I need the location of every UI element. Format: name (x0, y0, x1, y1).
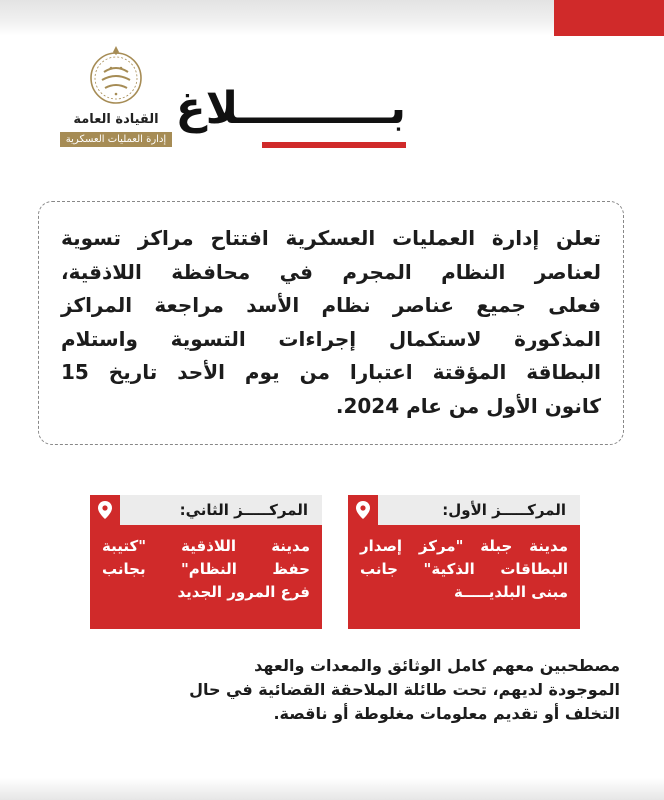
center-card-line: البطاقات الذكية" جانب (360, 560, 568, 578)
center-card-body (90, 525, 322, 604)
center-card-second (90, 495, 322, 629)
center-card-body (348, 525, 580, 604)
center-card-header (90, 495, 322, 525)
headline-text: بــــــــــلاغ (175, 83, 406, 134)
org-name: القيادة العامة (73, 112, 159, 127)
center-card-title: المركـــــز الأول: (442, 501, 566, 519)
org-logo-block (56, 44, 176, 147)
center-card-line: مدينة جبلة "مركز إصدار (360, 537, 568, 555)
closing-paragraph (160, 654, 620, 726)
notice-line: لعناصر النظام المجرم في محافظة اللاذقية، (61, 259, 601, 284)
center-card-line: فرع المرور الجديد (177, 583, 310, 601)
notice-line: البطاقة المؤقتة اعتبارا من يوم الأحد تاريخ 15 (61, 360, 601, 384)
center-card-header (348, 495, 580, 525)
top-red-stripe (554, 0, 664, 36)
notice-box (38, 201, 624, 445)
notice-line: المذكورة لاستكمال إجراءات التسوية واستلام (61, 326, 601, 351)
closing-line: مصطحبين معهم كامل الوثائق والمعدات والعهد (254, 656, 620, 675)
center-card-line: حفظ النظام" بجانب (102, 560, 310, 578)
notice-line: تعلن إدارة العمليات العسكرية افتتاح مراكز تسوية (61, 226, 601, 250)
center-card-title: المركـــــز الثاني: (179, 501, 308, 519)
headline-underline (262, 142, 406, 148)
location-pin-icon (90, 495, 120, 525)
center-card-line: مبنى البلديـــــة (454, 583, 568, 601)
notice-line: فعلى جميع عناصر نظام الأسد مراجعة المراكز (61, 293, 601, 317)
center-card-line: مدينة اللاذقية "كتيبة (102, 537, 310, 555)
closing-line: الموجودة لديهم، تحت طائلة الملاحقة القضائية في حال (189, 680, 620, 699)
headline (175, 83, 406, 150)
notice-line: كانون الأول من عام 2024. (335, 393, 601, 418)
emblem-seal-icon (87, 44, 145, 108)
org-subtitle: إدارة العمليات العسكرية (60, 132, 172, 147)
top-decor-band (0, 0, 664, 36)
bottom-decor-band (0, 778, 664, 800)
center-card-first (348, 495, 580, 629)
closing-line: التخلف أو تقديم معلومات مغلوطة أو ناقصة. (273, 704, 620, 723)
location-pin-icon (348, 495, 378, 525)
